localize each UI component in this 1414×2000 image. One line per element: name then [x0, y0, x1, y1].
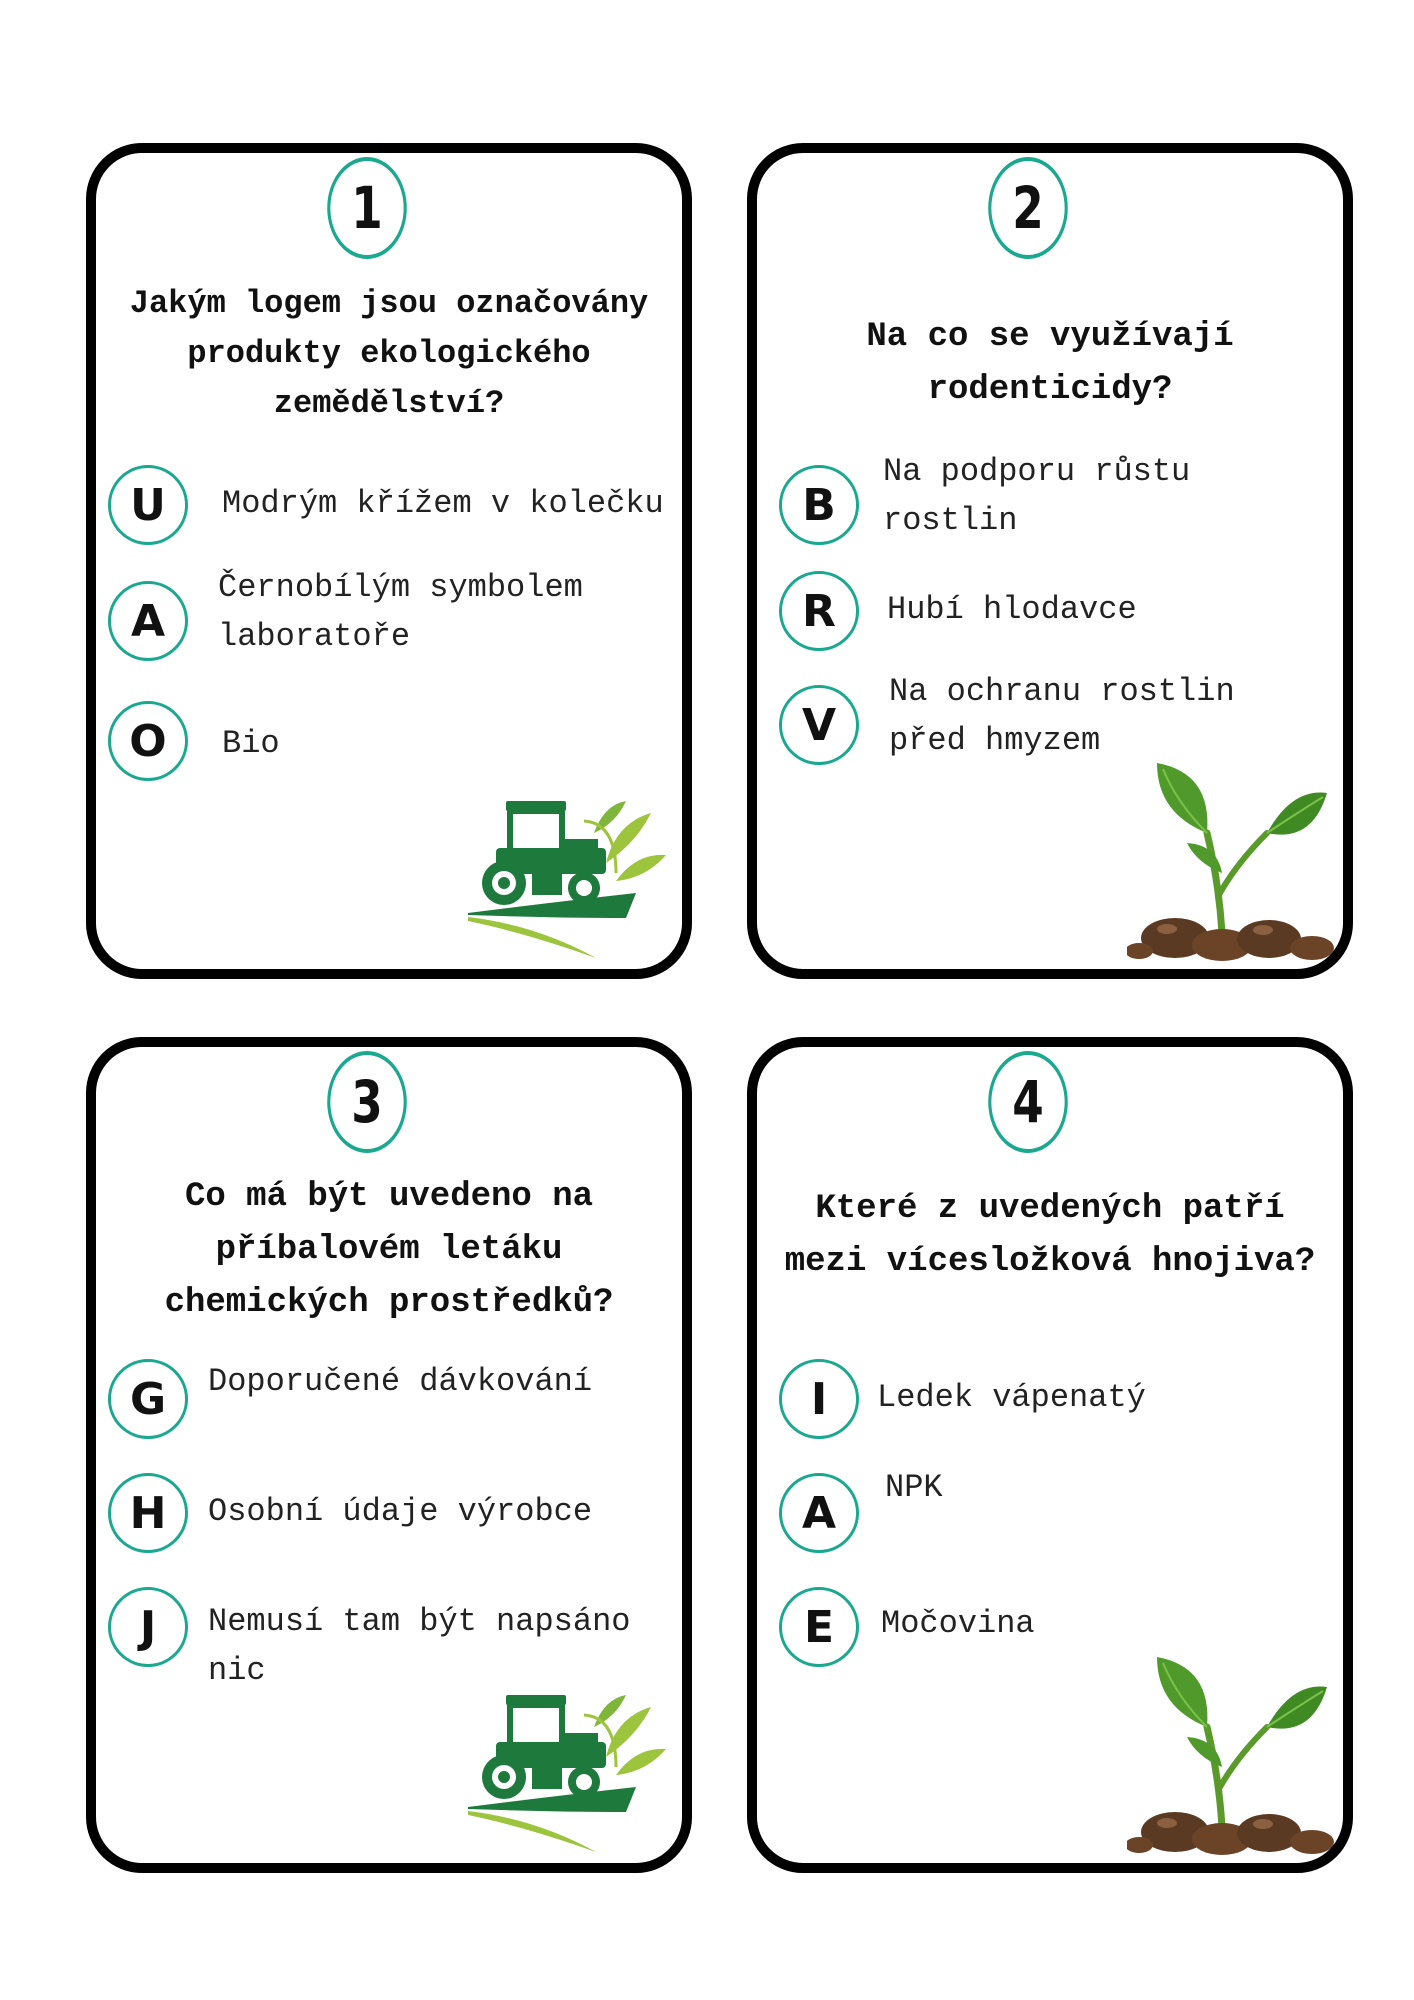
tractor-logo-icon: [466, 1687, 666, 1857]
answer-letter-badge: H: [108, 1473, 188, 1553]
question-text: Na co se využívají rodenticidy?: [866, 318, 1234, 409]
answer-letter-badge: A: [779, 1473, 859, 1553]
answer-letter-badge: J: [108, 1587, 188, 1667]
answer-option-i[interactable]: [757, 1359, 1343, 1449]
answer-letter-badge: B: [779, 465, 859, 545]
answer-letter-badge: E: [779, 1587, 859, 1667]
answer-letter-badge: R: [779, 571, 859, 651]
answer-letter-badge: A: [108, 581, 188, 661]
quiz-card-3: [86, 1037, 692, 1873]
answer-option-o[interactable]: [96, 701, 682, 791]
answer-text: Bio: [222, 725, 280, 762]
answer-letter-badge: U: [108, 465, 188, 545]
answer-option-r[interactable]: [757, 571, 1343, 661]
answer-letter-badge: G: [108, 1359, 188, 1439]
sprout-icon: [1127, 1647, 1337, 1857]
answer-text: Močovina: [881, 1605, 1035, 1642]
question-text: Co má být uvedeno na příbalovém letáku chemických prostředků?: [164, 1178, 614, 1322]
answer-letter-badge: O: [108, 701, 188, 781]
answer-letter-badge: I: [779, 1359, 859, 1439]
card-number-badge: 2: [988, 157, 1068, 259]
answer-text: NPK: [885, 1469, 943, 1506]
sprout-icon: [1127, 753, 1337, 963]
card-number-badge: 3: [327, 1051, 407, 1153]
answer-text: Modrým křížem v kolečku: [222, 485, 664, 522]
answer-option-b[interactable]: [757, 453, 1343, 555]
answer-option-u[interactable]: [96, 465, 682, 555]
quiz-card-1: [86, 143, 692, 979]
answer-text: Ledek vápenatý: [877, 1379, 1146, 1416]
answer-text: Na ochranu rostlin před hmyzem: [889, 673, 1235, 759]
answer-option-a[interactable]: [96, 569, 682, 671]
answer-option-a[interactable]: [757, 1469, 1343, 1563]
answer-text: Černobílým symbolem laboratoře: [218, 569, 583, 655]
question-text: Jakým logem jsou označovány produkty ekologického zemědělství?: [129, 285, 649, 422]
answer-option-g[interactable]: [96, 1359, 682, 1449]
tractor-logo-icon: [466, 793, 666, 963]
card-number-badge: 1: [327, 157, 407, 259]
answer-text: Nemusí tam být napsáno nic: [208, 1603, 631, 1689]
card-number-badge: 4: [988, 1051, 1068, 1153]
answer-text: Osobní údaje výrobce: [208, 1493, 593, 1530]
answer-text: Hubí hlodavce: [887, 591, 1137, 628]
question-text: Které z uvedených patří mezi vícesložková hnojiva?: [784, 1190, 1316, 1281]
quiz-card-4: [747, 1037, 1353, 1873]
answer-option-h[interactable]: [96, 1473, 682, 1563]
answer-letter-badge: V: [779, 685, 859, 765]
quiz-card-2: [747, 143, 1353, 979]
answer-option-j[interactable]: [96, 1587, 682, 1689]
answer-text: Doporučené dávkování: [208, 1363, 593, 1400]
answer-text: Na podporu růstu rostlin: [883, 453, 1191, 539]
